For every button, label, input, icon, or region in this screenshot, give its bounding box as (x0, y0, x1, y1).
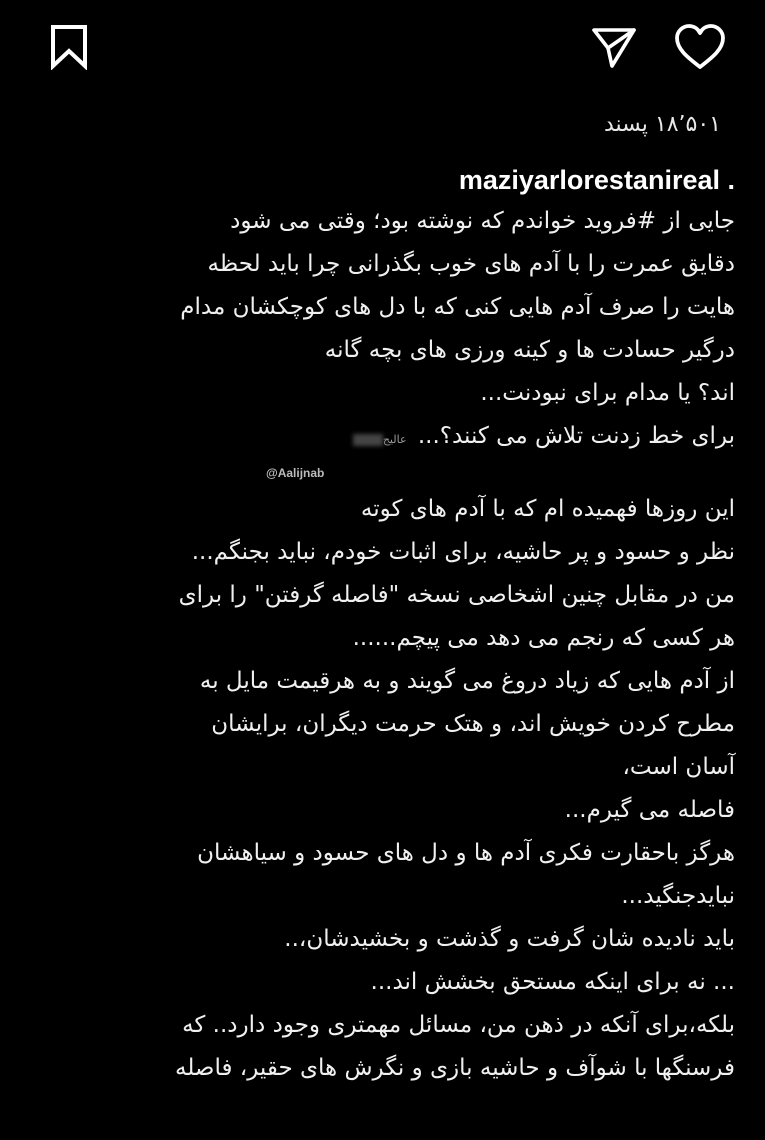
caption-line: درگیر حسادت ها و کینه ورزی های بچه گانه (324, 337, 735, 363)
likes-count[interactable]: ۱۸٬۵۰۱ پسند (603, 112, 721, 137)
caption-line: آسان است، (622, 754, 735, 780)
post-caption (30, 160, 735, 1090)
caption-line: جایی از #فروید خواندم که نوشته بود؛ وقتی می شود (230, 208, 735, 234)
inline-watermark: عالیج (351, 433, 407, 446)
caption-line: فاصله می گیرم... (564, 797, 735, 823)
paper-plane-icon[interactable] (585, 18, 643, 76)
caption-line: فرسنگها با شوآف و حاشیه بازی و نگرش های حقیر، فاصله (174, 1055, 735, 1081)
caption-line: اند؟ یا مدام برای نبودنت... (480, 380, 735, 406)
caption-line: از آدم هایی که زیاد دروغ می گویند و به هرقیمت مایل به (199, 668, 735, 694)
caption-line-text: برای خط زدنت تلاش می کنند؟... (417, 423, 735, 449)
username[interactable]: maziyarlorestanireal . (458, 165, 735, 195)
caption-lines-before (30, 200, 735, 458)
bookmark-icon[interactable] (40, 18, 98, 76)
caption-line: نبایدجنگید... (621, 883, 735, 909)
caption-line: مطرح کردن خویش اند، و هتک حرمت دیگران، برایشان (211, 711, 735, 737)
heart-icon[interactable] (671, 18, 729, 76)
watermark: @Aalijnab (266, 466, 325, 480)
caption-line: نظر و حسود و پر حاشیه، برای اثبات خودم، نباید بجنگم... (191, 539, 735, 565)
caption-line: باید نادیده شان گرفت و گذشت و بخشیدشان،.. (284, 926, 735, 952)
caption-line: دقایق عمرت را با آدم های خوب بگذرانی چرا باید لحظه (207, 251, 735, 277)
caption-line: این روزها فهمیده ام که با آدم های کوته (360, 496, 735, 522)
blurred-mark (353, 434, 383, 446)
caption-line: بلکه،برای آنکه در ذهن من، مسائل مهمتری وجود دارد.. که (182, 1012, 735, 1038)
caption-line: من در مقابل چنین اشخاصی نسخه "فاصله گرفتن" را برای (178, 582, 735, 608)
caption-line: ... نه برای اینکه مستحق بخشش اند... (370, 969, 735, 995)
caption-line-with-watermark (30, 415, 735, 458)
caption-line: هر کسی که رنجم می دهد می پیچم...... (352, 625, 735, 651)
post-action-bar (40, 18, 729, 78)
caption-lines-after (30, 488, 735, 1090)
caption-line: هرگز باحقارت فکری آدم ها و دل های حسود و سیاهشان (197, 840, 735, 866)
caption-line: هایت را صرف آدم هایی کنی که با دل های کوچکشان مدام (180, 294, 735, 320)
